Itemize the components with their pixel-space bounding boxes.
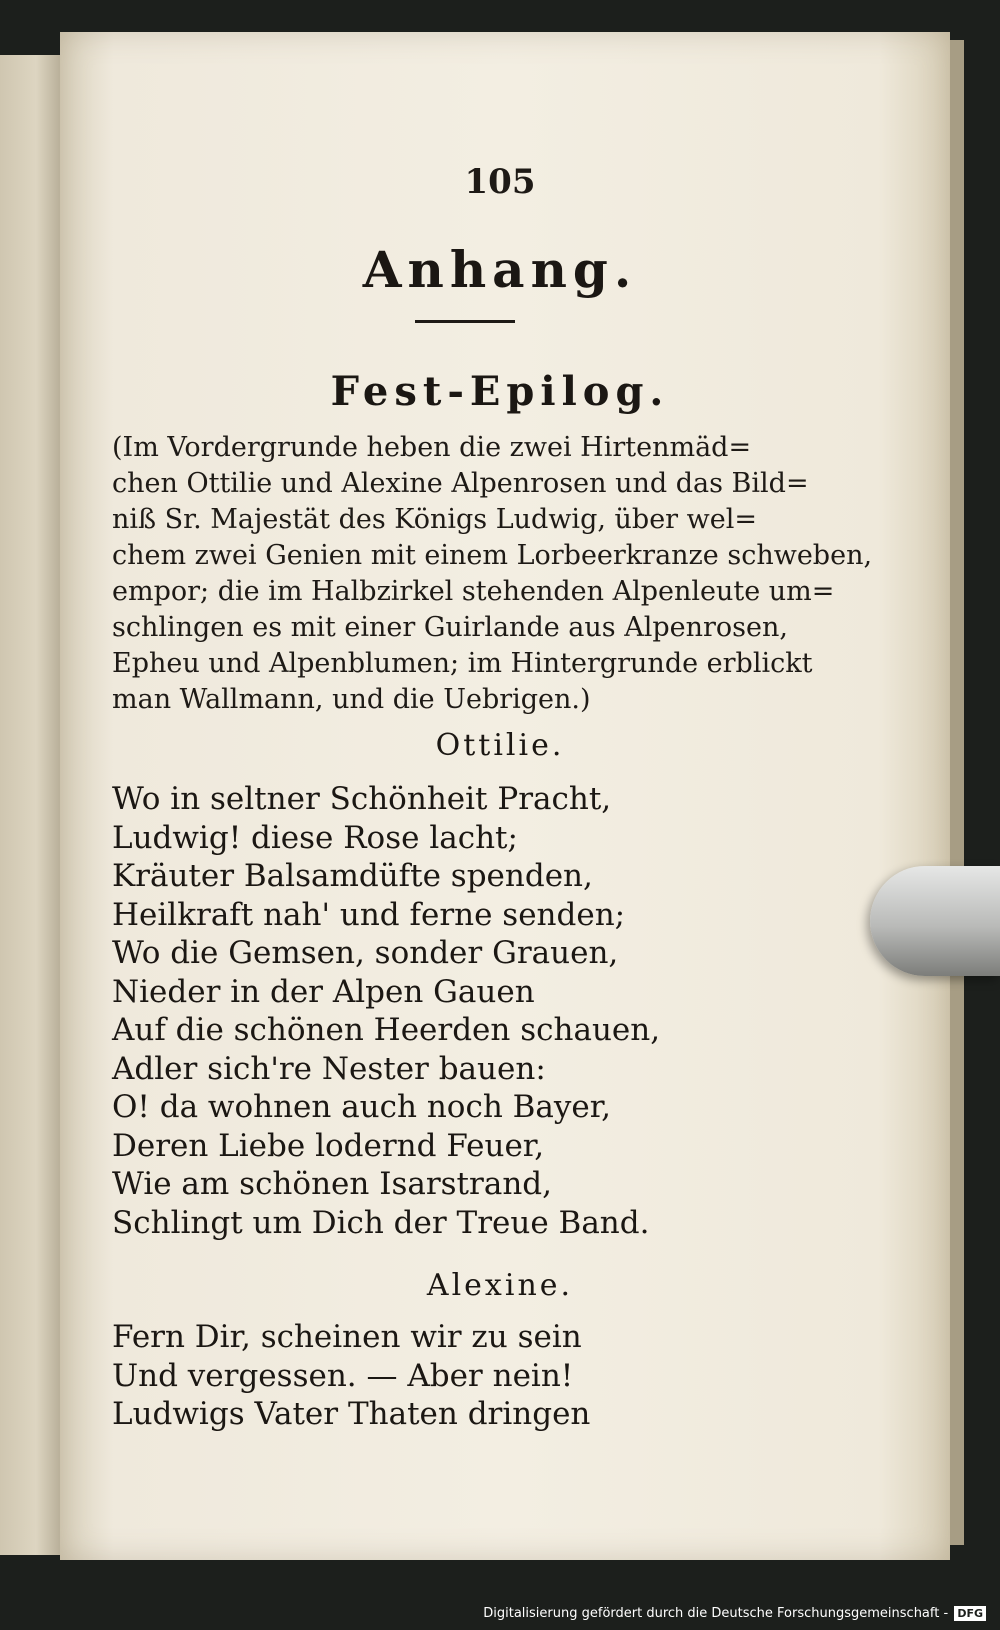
stage-line: schlingen es mit einer Guirlande aus Alpenrosen, <box>112 612 788 643</box>
section-heading: Anhang. <box>362 240 638 299</box>
stage-line: chen Ottilie und Alexine Alpenrosen und das Bild= <box>112 468 809 499</box>
verse-line: Fern Dir, scheinen wir zu sein <box>112 1319 582 1355</box>
verse-ottilie <box>112 780 812 1242</box>
verse-line: Ludwigs Vater Thaten dringen <box>112 1396 591 1432</box>
stage-line: niß Sr. Majestät des Königs Ludwig, über wel= <box>112 504 758 535</box>
verse-line: Auf die schönen Heerden schauen, <box>112 1012 661 1048</box>
verse-line: Wo in seltner Schönheit Pracht, <box>112 781 612 817</box>
verse-line: Nieder in der Alpen Gauen <box>112 973 535 1010</box>
verse-line: Kräuter Balsamdüfte spenden, <box>112 858 593 894</box>
page-number: 105 <box>464 162 536 202</box>
stage-line: empor; die im Halbzirkel stehenden Alpenleute um= <box>112 576 835 607</box>
verse-line: Heilkraft nah' und ferne senden; <box>112 896 626 933</box>
speaker-ottilie: Ottilie. <box>435 728 565 763</box>
stage-direction <box>112 430 873 718</box>
verse-line: Wo die Gemsen, sonder Grauen, <box>112 935 619 971</box>
stage-line: Epheu und Alpenblumen; im Hintergrunde erblickt <box>112 648 813 679</box>
section-subheading: Fest-Epilog. <box>330 368 670 415</box>
footer-credit <box>483 1606 986 1626</box>
verse-line: Wie am schönen Isarstrand, <box>112 1166 552 1202</box>
verse-line: Schlingt um Dich der Treue Band. <box>112 1204 650 1241</box>
verse-line: Deren Liebe lodernd Feuer, <box>112 1127 545 1164</box>
footer-text: Digitalisierung gefördert durch die Deutsche Forschungsgemeinschaft - <box>483 1606 949 1621</box>
verse-line: Ludwig! diese Rose lacht; <box>112 819 518 856</box>
stage-line: chem zwei Genien mit einem Lorbeerkranze schweben, <box>112 540 873 571</box>
speaker-alexine: Alexine. <box>426 1268 574 1303</box>
verse-line: Adler sich're Nester bauen: <box>112 1050 546 1087</box>
stage-line: man Wallmann, und die Uebrigen.) <box>112 684 591 715</box>
verse-alexine <box>112 1318 812 1434</box>
dfg-logo: DFG <box>954 1606 986 1621</box>
stage-line: (Im Vordergrunde heben die zwei Hirtenmäd= <box>112 432 752 463</box>
page-clip <box>870 866 1000 976</box>
verse-line: O! da wohnen auch noch Bayer, <box>112 1089 612 1125</box>
heading-rule <box>415 320 515 323</box>
verse-line: Und vergessen. — Aber nein! <box>112 1357 574 1394</box>
